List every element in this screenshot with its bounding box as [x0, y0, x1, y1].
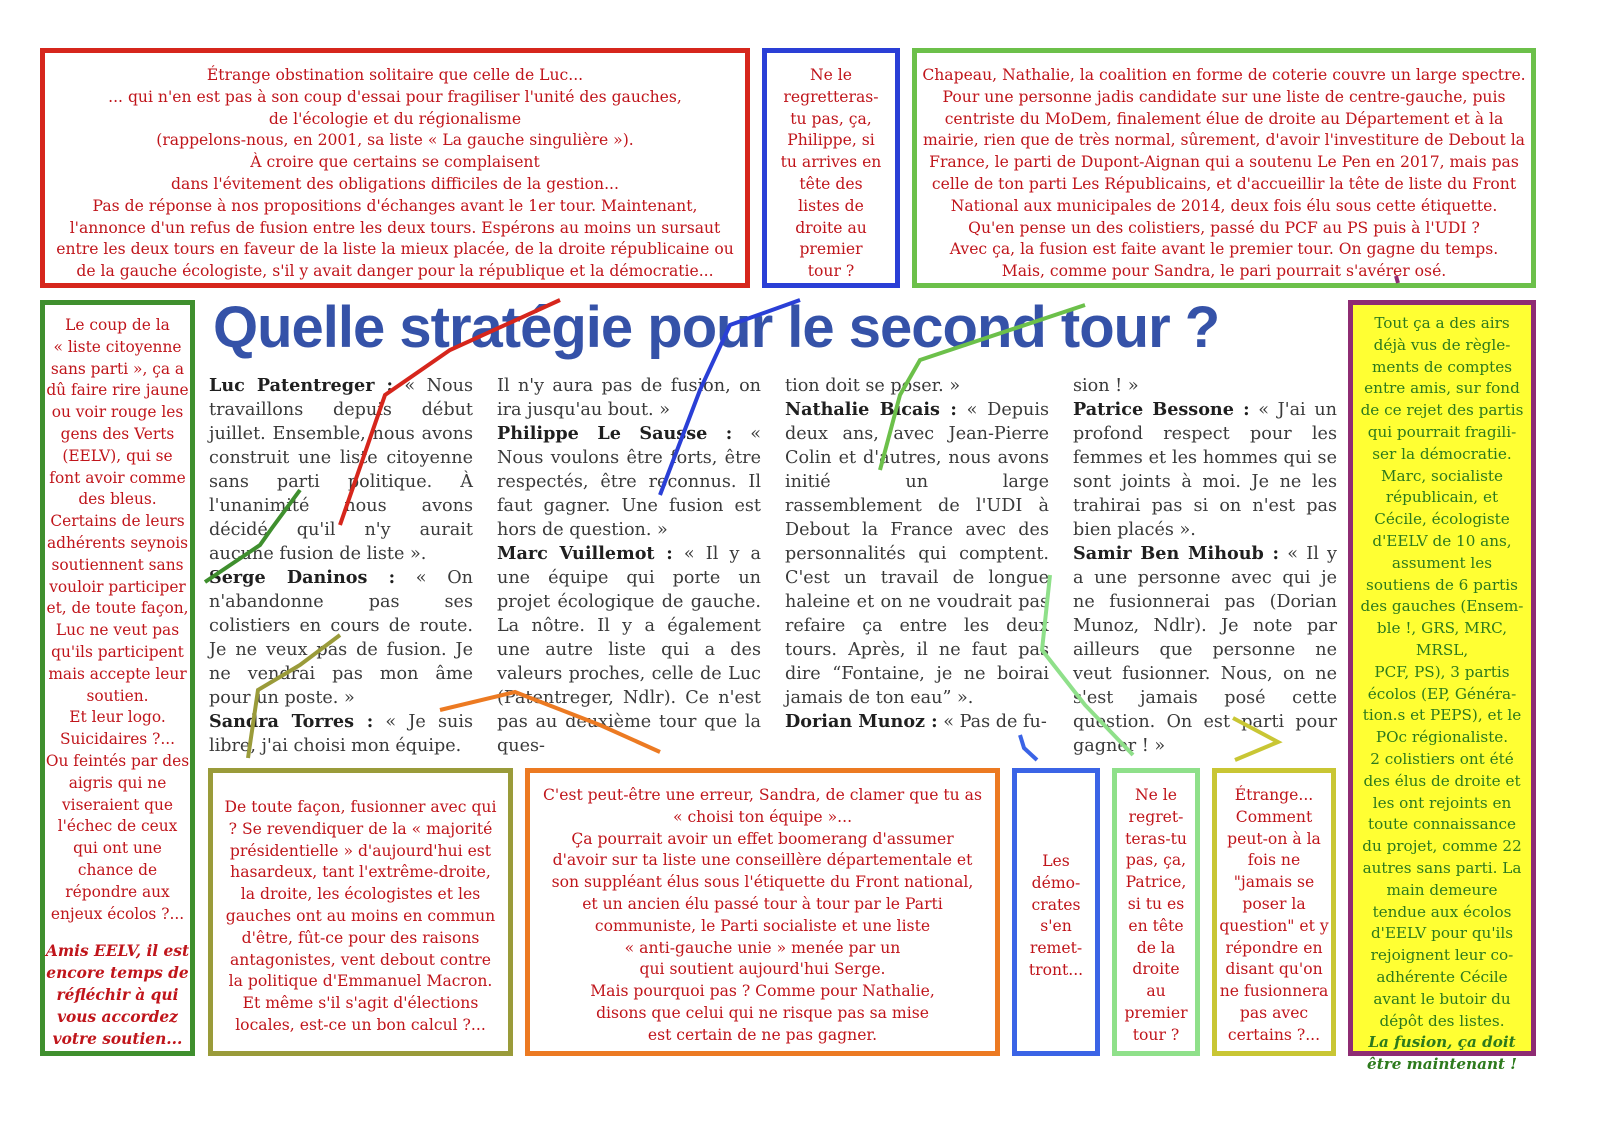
text-line: tu arrives en [780, 153, 882, 172]
text-line: Ou feintés par des [45, 751, 190, 770]
text-line: s'en [1040, 917, 1072, 936]
speaker-name: Patrice Bessone : [1073, 399, 1250, 420]
text-line: sans parti », ça a [50, 359, 185, 378]
text-line: soutiens de 6 partis [1366, 575, 1518, 594]
text-line: aigris qui ne [68, 773, 167, 792]
text-line: disant qu'on [1225, 960, 1323, 979]
text-line: locales, est-ce un bon calcul ?... [235, 1015, 486, 1034]
text-line: dépôt des listes. [1379, 1011, 1505, 1030]
text-line: 2 colistiers ont été [1370, 749, 1514, 768]
text-line: entre les deux tours en faveur de la liste la mieux placée, de la droite républicaine ou [56, 240, 734, 259]
text-line: vous accordez [57, 1007, 178, 1026]
text-line: d'EELV de 10 ans, [1372, 531, 1512, 550]
text-line: Certains de leurs [50, 512, 185, 531]
text-line: gens des Verts [60, 424, 175, 443]
text-line: votre soutien... [52, 1029, 183, 1048]
text-line: tendue aux écolos [1372, 902, 1512, 921]
text-line: vouloir participer [49, 577, 186, 596]
text-line: (EELV), qui se [62, 446, 173, 465]
text-line: celle de ton parti Les Républicains, et d'accueillir la tête de liste du Front [931, 174, 1517, 193]
text-line: être maintenant ! [1367, 1055, 1517, 1074]
speaker-name: Sandra Torres : [209, 711, 374, 732]
text-line: question" et y [1219, 916, 1329, 935]
text-line: ments de comptes [1371, 357, 1513, 376]
text-line: Pour une personne jadis candidate sur une liste de centre-gauche, puis [942, 87, 1506, 106]
speaker-name: Luc Patentreger : [209, 375, 393, 396]
text-line: mairie, rien que de très normal, sûrement, d'avoir l'investiture de Debout la [923, 131, 1525, 150]
text-line: entre amis, sur fond [1364, 379, 1520, 398]
connector-patrice [1042, 575, 1133, 755]
text-line: Patrice, [1125, 873, 1187, 892]
text-line: Marc, socialiste [1381, 466, 1503, 485]
text-line: remet- [1029, 939, 1083, 958]
text-line: ser la démocratie. [1372, 444, 1512, 463]
quote: « J'ai un profond respect pour les femmes et les hommes qui se sont joints à moi. Je ne les trahirai pas si on n'est pas bien placés ». [1073, 400, 1338, 540]
text-line: des bleus. [78, 490, 157, 509]
connector-marc [1396, 276, 1398, 283]
text-line: qui pourrait fragili- [1367, 422, 1517, 441]
connector-philippe [660, 300, 800, 495]
text-line: et, de toute façon, [46, 599, 189, 618]
connector-samir [1233, 718, 1278, 760]
text-line: si tu es [1127, 894, 1185, 913]
speaker-name: Samir Ben Mihoub : [1073, 543, 1280, 564]
quote: « Depuis deux ans, avec Jean-Pierre Colin et d'autres, nous avons initié un large rassemblement de l'UDI à Debout la France avec des personnalités qui comptent. C'est un travail de longue haleine et on ne voudrait pas refaire ça entre les deux tours. Après, il ne faut pas dire “Fontaine, je ne boirai jamais de ton eau” ». [785, 400, 1050, 708]
text-line: main demeure [1386, 880, 1498, 899]
connector-serge [248, 635, 340, 758]
speaker-name: Nathalie Bicais : [785, 399, 957, 420]
text-line: les ont rejoints en [1372, 793, 1512, 812]
text-line: Le coup de la [65, 316, 170, 334]
text-line: droite au [795, 218, 867, 237]
text-line: font avoir comme [49, 468, 186, 487]
text-line: tion.s et PEPS), et le [1362, 706, 1522, 725]
text-line: pas, ça, [1125, 851, 1187, 870]
text-line: listes de [798, 196, 864, 215]
text-line: Ne le [809, 66, 853, 84]
text-line: hasardeux, tant l'extrême-droite, [230, 863, 491, 882]
text-line: fois ne [1247, 851, 1301, 870]
quote: « Je suis libre, j'ai choisi mon équipe. [209, 712, 474, 756]
text-line: ou voir rouge les [51, 403, 184, 422]
text-line: National aux municipales de 2014, deux fois élu sous cette étiquette. [950, 196, 1498, 215]
speaker-name: Marc Vuillemot : [497, 543, 673, 564]
text-line: « liste citoyenne [53, 337, 182, 356]
connector-sandra [440, 692, 660, 752]
text-line: Philippe, si [787, 131, 875, 150]
text-line: viseraient que [61, 795, 174, 814]
text-line: ... qui n'en est pas à son coup d'essai pour fragiliser l'unité des gauches, [108, 87, 682, 106]
text-line: d'avoir sur ta liste une conseillère départementale et [552, 851, 973, 870]
text-line: est certain de ne pas gagner. [647, 1025, 878, 1044]
text-line: centriste du MoDem, finalement élue de droite au Département et à la [944, 109, 1504, 128]
text-line: Comment [1235, 807, 1313, 826]
text-line: tête des [799, 174, 863, 193]
text-line: d'être, fût-ce pour des raisons [241, 928, 480, 947]
text-line: « anti-gauche unie » menée par un [624, 938, 901, 957]
text-line: Ne le [1134, 786, 1178, 804]
text-line: Ça pourrait avoir un effet boomerang d'assumer [571, 829, 954, 848]
text-line: assument les [1391, 553, 1493, 572]
connector-luc [340, 300, 560, 525]
speaker-name: Philippe Le Sausse : [497, 423, 733, 444]
text-line: Avec ça, la fusion est faite avant le premier tour. On gagne du temps. [949, 240, 1499, 259]
text-line: ble !, GRS, MRC, MRSL, [1376, 619, 1508, 659]
quote: tion doit se poser. » [785, 376, 961, 396]
text-line: tu pas, ça, [790, 109, 872, 128]
text-line: C'est peut-être une erreur, Sandra, de clamer que tu as [543, 786, 982, 804]
text-line: d'EELV pour qu'ils [1370, 924, 1514, 943]
text-line: Luc ne veut pas [55, 621, 180, 640]
text-line: qu'ils participent [51, 642, 184, 661]
text-line: poser la [1242, 894, 1306, 913]
text-line: écolos (EP, Généra- [1367, 684, 1517, 703]
text-line: autres sans parti. La [1362, 858, 1522, 877]
quote: « Il y a une équipe qui porte un projet écologique de gauche. La nôtre. Il y a également une autre liste qui a des valeurs proches, celle de Luc (Patentreger, Ndlr). Ce n'est pas au deuxième tour que la ques- [497, 544, 762, 756]
text-line: À croire que certains se complaisent [250, 153, 540, 172]
text-line: Amis EELV, il est [45, 942, 190, 961]
connector-nathalie [880, 305, 1085, 470]
text-line: enjeux écolos ?... [50, 904, 185, 923]
quote: « Nous travaillons depuis début juillet. Ensemble, nous avons construit une liste citoyenne sans parti politique. À l'unanimité nous avons décidé qu'il n'y aurait aucune fusion de liste ». [209, 376, 473, 564]
text-line: peut-on à la [1227, 829, 1321, 848]
text-line: PCF, PS), 3 partis [1374, 662, 1510, 681]
text-line: regretteras- [783, 87, 879, 106]
text-line: en tête [1128, 916, 1184, 935]
text-line: encore temps de [46, 964, 189, 983]
text-line: communiste, le Parti socialiste et une liste [594, 916, 931, 935]
text-line: Et même s'il s'agit d'élections [242, 994, 479, 1013]
quote: « Il y a une personne avec qui je ne fusionnerai pas (Dorian Munoz, Ndlr). Je note par ailleurs que personne ne veut fusionner. Nous, on ne s'est jamais posé cette question. On est parti pour gagner ! » [1073, 544, 1337, 756]
text-line: France, le parti de Dupont-Aignan qui a soutenu Le Pen en 2017, mais pas [929, 153, 1519, 172]
text-line: réfléchir à qui [56, 985, 179, 1004]
text-line: adhérente Cécile [1376, 967, 1508, 986]
text-line: tront... [1028, 960, 1084, 979]
text-line: l'échec de ceux [57, 817, 178, 836]
text-line: mais accepte leur [48, 664, 187, 683]
speaker-name: Dorian Munoz : [785, 711, 938, 732]
text-line: chance de [77, 860, 158, 879]
text-line: gauches ont au moins en commun [225, 906, 496, 925]
text-line: Qu'en pense un des colistiers, passé du PCF au PS puis à l'UDI ? [968, 218, 1480, 237]
text-line: Cécile, écologiste [1374, 510, 1510, 529]
text-line: répondre en [1225, 938, 1323, 957]
text-line: Étrange... [1234, 786, 1314, 804]
text-line: du projet, comme 22 [1362, 837, 1522, 856]
speaker-name: Serge Daninos : [209, 567, 396, 588]
text-line: disons que celui qui ne risque pas sa mise [596, 1003, 929, 1022]
text-line: adhérents seynois [46, 533, 189, 552]
text-line: « choisi ton équipe »... [672, 807, 853, 826]
text-line: droite [1132, 960, 1180, 979]
text-line: Les [1042, 852, 1070, 870]
text-line: Et leur logo. [69, 708, 166, 727]
text-line: Pas de réponse à nos propositions d'échanges avant le 1er tour. Maintenant, [92, 196, 698, 215]
text-line: De toute façon, fusionner avec qui [224, 798, 497, 816]
quote: « On n'abandonne pas ses colistiers en cours de route. Je ne veux pas de fusion. Je ne vendrai pas mon âme pour un poste. » [209, 568, 473, 708]
connector-dorian [1020, 735, 1037, 760]
text-line: démo- [1031, 873, 1081, 892]
text-line: présidentielle » d'aujourd'hui est [229, 841, 492, 860]
text-line: et un ancien élu passé tour à tour par le Parti [582, 894, 943, 913]
text-line: de la [1136, 938, 1176, 957]
text-line: ? Se revendiquer de la « majorité [228, 819, 493, 838]
text-line: répondre aux [65, 882, 170, 901]
text-line: POc régionaliste. [1375, 728, 1509, 747]
text-line: des gauches (Ensem- [1360, 597, 1524, 616]
text-line: tour ? [807, 262, 855, 281]
text-line: Suicidaires ?... [59, 730, 176, 749]
text-line: son suppléant élus sous l'étiquette du Front national, [551, 873, 974, 892]
text-line: ne fusionnera [1219, 982, 1329, 1001]
text-line: pas avec [1239, 1003, 1309, 1022]
text-line: Mais pourquoi pas ? Comme pour Nathalie, [590, 982, 935, 1001]
text-line: (rappelons-nous, en 2001, sa liste « La gauche singulière »). [156, 131, 634, 150]
text-line: des élus de droite et [1363, 771, 1521, 790]
text-line: Tout ça a des airs [1374, 314, 1510, 332]
text-line: "jamais se [1233, 873, 1315, 892]
text-line: dans l'évitement des obligations difficiles de la gestion... [171, 174, 619, 193]
text-line: tour ? [1132, 1025, 1180, 1044]
text-line: premier [1124, 1003, 1188, 1022]
text-line: républicain, et [1385, 488, 1499, 507]
text-line: La fusion, ça doit [1368, 1033, 1516, 1052]
article-headline: Quelle stratégie pour le second tour ? [213, 295, 1220, 360]
text-line: la politique d'Emmanuel Macron. [228, 972, 493, 991]
text-line: la droite, les écologistes et les [240, 885, 481, 904]
text-line: antagonistes, vent debout contre [230, 950, 491, 969]
text-line: soutien. [86, 686, 149, 705]
text-line: premier [799, 240, 863, 259]
text-line: crates [1031, 895, 1081, 914]
text-line: de la gauche écologiste, s'il y avait danger pour la république et la démocratie... [76, 262, 714, 281]
quote: « Pas de fu- [943, 712, 1047, 732]
connector-eelv [205, 490, 300, 582]
quote: sion ! » [1073, 376, 1139, 396]
text-line: Chapeau, Nathalie, la coalition en forme de coterie couvre un large spectre. [922, 66, 1526, 84]
text-line: de l'écologie et du régionalisme [268, 109, 522, 128]
text-line: dû faire rire jaune [46, 381, 189, 400]
text-line: qui soutient aujourd'hui Serge. [639, 960, 886, 979]
text-line: regret- [1128, 807, 1184, 826]
text-line: toute connaissance [1368, 815, 1516, 834]
quote: « Nous voulons être forts, être respectés, être reconnus. Il faut gagner. Une fusion est hors de question. » [497, 424, 761, 540]
quote: Il n'y aura pas de fusion, on ira jusqu'au bout. » [497, 376, 761, 420]
text-line: soutiennent sans [51, 555, 184, 574]
text-line: déjà vus de règle- [1373, 335, 1511, 354]
text-line: teras-tu [1125, 829, 1187, 848]
text-line: au [1146, 982, 1166, 1001]
text-line: rejoignent leur co- [1370, 946, 1514, 965]
text-line: avant le butoir du [1373, 989, 1511, 1008]
text-line: qui ont une [73, 839, 162, 858]
text-line: de ce rejet des partis [1360, 401, 1524, 420]
text-line: Étrange obstination solitaire que celle de Luc... [206, 66, 584, 84]
text-line: Mais, comme pour Sandra, le pari pourrait s'avérer osé. [1001, 262, 1447, 281]
text-line: certains ?... [1227, 1025, 1321, 1044]
text-line: l'annonce d'un refus de fusion entre les deux tours. Espérons au moins un sursaut [69, 218, 721, 237]
